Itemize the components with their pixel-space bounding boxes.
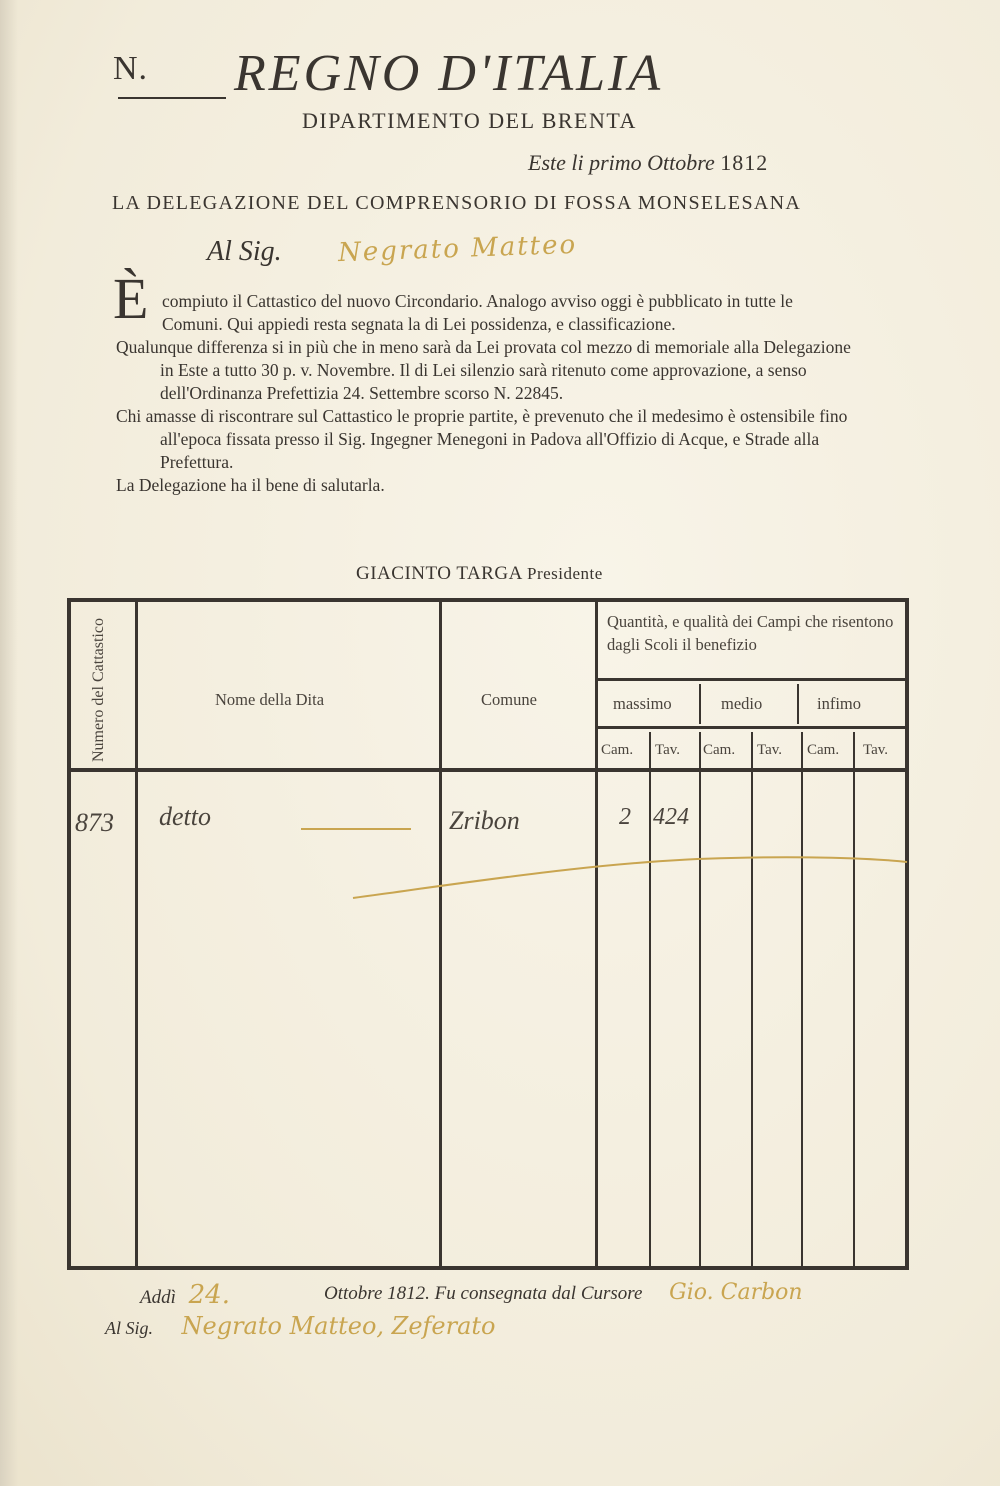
body-paragraph-4: La Delegazione ha il bene di salutarla. (116, 475, 385, 495)
header-comune: Comune (481, 690, 537, 709)
place-date-year: 1812 (720, 150, 769, 175)
header-bottom-rule (71, 768, 905, 772)
place-date (528, 150, 768, 176)
body-paragraph-2: Qualunque differenza si in più che in meno sarà da Lei provata col mezzo di memoriale alla Delegazione in Este a tutto 30 p. v. Novembre. Il di Lei silenzio sarà ritenuto come approvazione, a senso dell'Ordinanza Prefettizia 24. Settembre scorso N. 22845. (116, 337, 851, 403)
header-tav-3: Tav. (863, 742, 889, 758)
header-massimo: massimo (613, 694, 672, 713)
cadastre-table (67, 598, 909, 1270)
cam-tav-divider-2 (751, 732, 753, 1266)
footer-addi (140, 1280, 230, 1310)
page-edge-shadow (0, 0, 18, 1486)
handwritten-flourish (351, 842, 911, 902)
row-cam: 2 (619, 804, 631, 830)
row-tav: 424 (653, 804, 689, 830)
row-numero: 873 (75, 808, 114, 837)
header-cam-2: Cam. (703, 742, 736, 758)
number-blank-line (118, 97, 226, 99)
header-tav-1: Tav. (655, 742, 681, 758)
department-heading: DIPARTIMENTO DEL BRENTA (302, 108, 637, 133)
tav-cam-divider-1 (699, 732, 701, 1266)
signature-line (356, 563, 603, 585)
row-nome: detto (159, 802, 211, 831)
header-cam-3: Cam. (807, 742, 840, 758)
addressee-handwritten-name: Negrato Matteo (337, 229, 578, 269)
footer-consegnata (324, 1280, 803, 1305)
delegation-heading: LA DELEGAZIONE DEL COMPRENSORIO DI FOSSA MONSELESANA (112, 192, 802, 214)
place-date-text: Este li primo Ottobre (528, 150, 715, 175)
col-divider-3 (595, 602, 598, 1266)
cam-tav-divider-1 (649, 732, 651, 1266)
subheader-rule (598, 726, 905, 729)
header-cam-1: Cam. (601, 742, 634, 758)
document-title: REGNO D'ITALIA (234, 45, 664, 102)
quantity-header-rule (598, 678, 905, 681)
footer-cursore: Gio. Carbon (669, 1280, 803, 1305)
massimo-medio-divider (699, 684, 701, 724)
addressee-label: Al Sig. (207, 236, 282, 267)
footer-day: 24. (188, 1280, 230, 1310)
footer-alsig-label: Al Sig. (105, 1318, 153, 1338)
medio-infimo-divider (797, 684, 799, 724)
footer-addi-label: Addì (140, 1287, 176, 1308)
col-divider-2 (439, 602, 442, 1266)
drop-cap: È (113, 266, 149, 331)
cam-tav-divider-3 (853, 732, 855, 1266)
footer-addressee (105, 1312, 496, 1340)
header-nome-dita: Nome della Dita (215, 690, 325, 709)
header-infimo: infimo (817, 694, 861, 713)
tav-cam-divider-2 (801, 732, 803, 1266)
footer-text: Ottobre 1812. Fu consegnata dal Cursore (324, 1283, 643, 1304)
body-paragraph-1: compiuto il Cattastico del nuovo Circondario. Analogo avviso oggi è pubblicato in tutte le Comuni. Qui appiedi resta segnata la di Lei possidenza, e classificazione. (162, 291, 793, 334)
body-text (116, 290, 856, 497)
quantity-right-edge (905, 602, 908, 729)
header-medio: medio (721, 694, 763, 713)
body-paragraph-3: Chi amasse di riscontrare sul Cattastico le proprie partite, è prevenuto che il medesimo è ostensibile fino all'epoca fissata presso il Sig. Ingegner Menegoni in Padova all'Offizio di Acque, e Strade alla Prefettura. (116, 406, 848, 472)
row-comune: Zribon (449, 806, 520, 835)
row-nome-dash (301, 828, 411, 830)
header-quantita: Quantità, e qualità dei Campi che risentono dagli Scoli il benefizio (607, 612, 894, 654)
signature-name: GIACINTO TARGA (356, 563, 522, 584)
footer-recipient: Negrato Matteo, Zeferato (181, 1312, 496, 1340)
header-tav-2: Tav. (757, 742, 783, 758)
signature-role: Presidente (527, 564, 603, 583)
col-divider-1 (135, 602, 138, 1266)
header-numero-cattastico: Numero del Cattastico (90, 618, 107, 762)
number-label: N. (113, 50, 149, 87)
